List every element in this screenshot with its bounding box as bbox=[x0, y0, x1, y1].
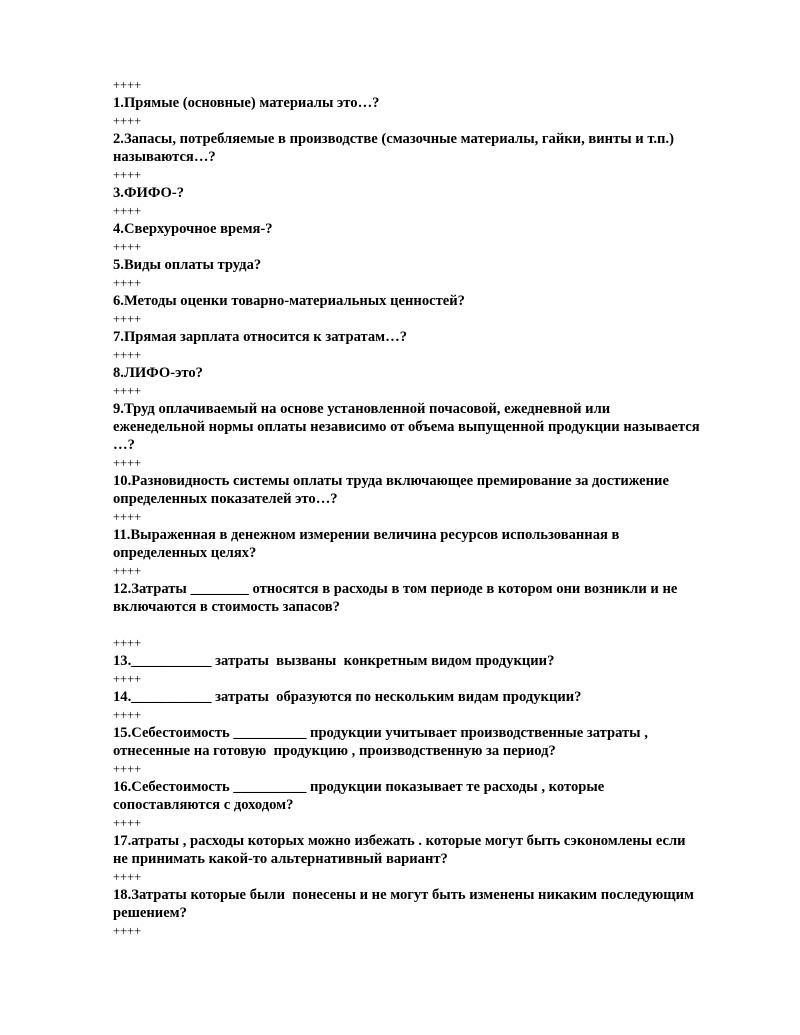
question-16: 16.Себестоимость __________ продукции показывает те расходы , которые сопоставляются с доходом? bbox=[113, 779, 605, 813]
separator: ++++ bbox=[113, 708, 142, 722]
separator: ++++ bbox=[113, 276, 142, 290]
question-9: 9.Труд оплачиваемый на основе установленной почасовой, ежедневной или еженедельной нормы оплаты независимо от объема выпущенной продукции называется …? bbox=[113, 401, 700, 453]
separator: ++++ bbox=[113, 816, 142, 830]
separator: ++++ bbox=[113, 78, 142, 92]
separator: ++++ bbox=[113, 564, 142, 578]
separator: ++++ bbox=[113, 168, 142, 182]
question-7: 7.Прямая зарплата относится к затратам…? bbox=[113, 329, 408, 345]
question-12: 12.Затраты ________ относятся в расходы в том периоде в котором они возникли и не включаются в стоимость запасов? bbox=[113, 581, 678, 615]
question-4: 4.Сверхурочное время-? bbox=[113, 221, 273, 237]
question-2: 2.Запасы, потребляемые в производстве (смазочные материалы, гайки, винты и т.п.) называются…? bbox=[113, 131, 674, 165]
question-3: 3.ФИФО-? bbox=[113, 185, 185, 201]
separator: ++++ bbox=[113, 762, 142, 776]
question-11: 11.Выраженная в денежном измерении величина ресурсов использованная в определенных целях? bbox=[113, 527, 620, 561]
question-13: 13.___________ затраты вызваны конкретным видом продукции? bbox=[113, 653, 555, 669]
separator: ++++ bbox=[113, 636, 142, 650]
separator: ++++ bbox=[113, 870, 142, 884]
separator: ++++ bbox=[113, 348, 142, 362]
question-14: 14.___________ затраты образуются по нескольким видам продукции? bbox=[113, 689, 582, 705]
separator: ++++ bbox=[113, 384, 142, 398]
separator: ++++ bbox=[113, 672, 142, 686]
question-15: 15.Себестоимость __________ продукции учитывает производственные затраты , отнесенные на готовую продукцию , производственную за период? bbox=[113, 725, 648, 759]
question-5: 5.Виды оплаты труда? bbox=[113, 257, 262, 273]
question-6: 6.Методы оценки товарно-материальных ценностей? bbox=[113, 293, 465, 309]
separator: ++++ bbox=[113, 510, 142, 524]
separator: ++++ bbox=[113, 456, 142, 470]
question-8: 8.ЛИФО-это? bbox=[113, 365, 203, 381]
question-17: 17.атраты , расходы которых можно избежать . которые могут быть сэкономлены если не принимать какой-то альтернативный вариант? bbox=[113, 833, 686, 867]
separator: ++++ bbox=[113, 240, 142, 254]
separator: ++++ bbox=[113, 312, 142, 326]
document-body bbox=[113, 76, 753, 940]
blank-line bbox=[113, 616, 753, 634]
question-10: 10.Разновидность системы оплаты труда включающее премирование за достижение определенных показателей это…? bbox=[113, 473, 669, 507]
question-1: 1.Прямые (основные) материалы это…? bbox=[113, 95, 380, 111]
separator: ++++ bbox=[113, 114, 142, 128]
question-18: 18.Затраты которые были понесены и не могут быть изменены никаким последующим решением? bbox=[113, 887, 694, 921]
separator: ++++ bbox=[113, 204, 142, 218]
separator: ++++ bbox=[113, 924, 142, 938]
